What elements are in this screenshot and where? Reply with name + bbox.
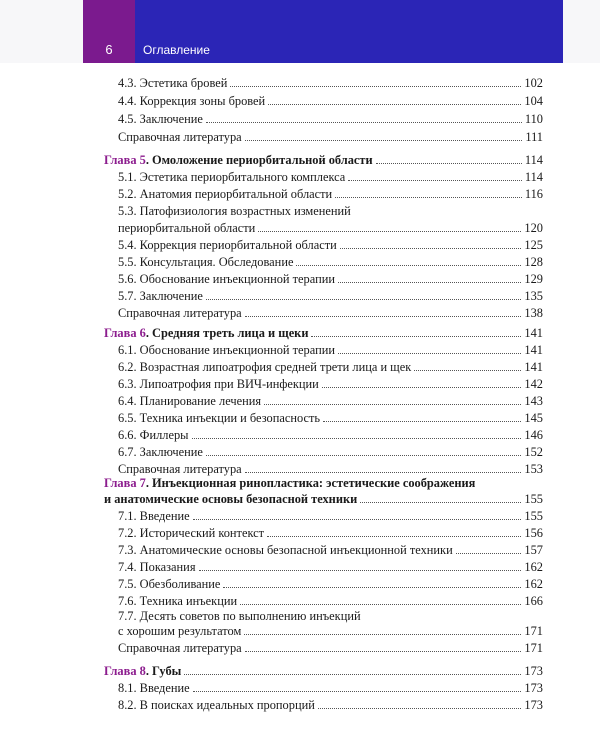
chapter-title: Омоложение периорбитальной области	[152, 153, 373, 167]
toc-entry-title: Справочная литература	[118, 130, 242, 144]
dot-leader	[267, 536, 521, 537]
running-title: Оглавление	[143, 43, 210, 57]
toc-chapter-entry[interactable]: Глава 8. Губы 173	[104, 664, 543, 678]
dot-leader	[193, 519, 522, 520]
toc-chapter-entry[interactable]	[104, 491, 543, 507]
toc-entry-title: 5.2. Анатомия периорбитальной области	[118, 187, 333, 201]
toc-entry[interactable]	[118, 288, 543, 304]
toc-entry[interactable]	[118, 254, 543, 270]
dot-leader	[193, 691, 522, 692]
toc-page-number: 141	[524, 343, 543, 357]
chapter-label: Глава 5	[104, 153, 146, 167]
toc-page-number: 102	[524, 76, 543, 90]
toc-entry[interactable]	[118, 576, 543, 592]
dot-leader	[230, 86, 521, 87]
toc-entry-title: 5.7. Заключение	[118, 289, 203, 303]
dot-leader	[184, 674, 521, 675]
toc-entry[interactable]	[118, 593, 543, 609]
dot-leader	[199, 570, 522, 571]
toc-page-number: 145	[524, 411, 543, 425]
toc-entry-title: 5.6. Обоснование инъекционной терапии	[118, 272, 335, 286]
toc-entry[interactable]	[118, 129, 543, 145]
toc-entry-title: 6.5. Техника инъекции и безопасность	[118, 411, 321, 425]
dot-leader	[244, 634, 521, 635]
toc-entry[interactable]	[118, 220, 543, 236]
toc-page-number: 135	[524, 289, 543, 303]
toc-entry[interactable]	[118, 305, 543, 321]
toc-entry[interactable]	[118, 93, 543, 109]
toc-page-number: 173	[524, 698, 543, 712]
toc-entry-title: 7.2. Исторический контекст	[118, 526, 265, 540]
toc-page-number: 114	[524, 153, 543, 167]
dot-leader	[340, 248, 522, 249]
toc-page-number: 142	[524, 377, 543, 391]
toc-page-number: 152	[524, 445, 543, 459]
toc-entry[interactable]	[118, 508, 543, 524]
toc-entry-title: 4.5. Заключение	[118, 112, 203, 126]
toc-entry-title: Справочная литература	[118, 462, 242, 476]
toc-entry-title-line1: 5.3. Патофизиология возрастных изменений	[118, 204, 351, 218]
toc-page-number: 116	[524, 187, 543, 201]
toc-entry-title: 6.4. Планирование лечения	[118, 394, 262, 408]
toc-entry[interactable]	[118, 427, 543, 443]
toc-chapter-title-line1: Глава 7. Инъекционная ринопластика: эстетические соображения	[104, 476, 476, 490]
toc-page-number: 141	[524, 326, 543, 340]
dot-leader	[240, 604, 521, 605]
dot-leader	[192, 438, 522, 439]
dot-leader	[264, 404, 521, 405]
toc-entry-title: 5.1. Эстетика периорбитального комплекса	[118, 170, 346, 184]
dot-leader	[206, 455, 522, 456]
toc-page-number: 171	[524, 641, 543, 655]
toc-entry-title: 7.4. Показания	[118, 560, 196, 574]
toc-entry[interactable]	[118, 410, 543, 426]
chapter-title: Средняя треть лица и щеки	[152, 326, 309, 340]
toc-entry[interactable]	[118, 376, 543, 392]
toc-page-number: 125	[524, 238, 543, 252]
toc-page-number: 110	[524, 112, 543, 126]
toc-entry-title: 7.1. Введение	[118, 509, 190, 523]
toc-page-number: 173	[524, 664, 543, 678]
toc-entry[interactable]	[118, 393, 543, 409]
toc-entry[interactable]	[118, 680, 543, 696]
toc-page-number: 104	[524, 94, 543, 108]
dot-leader	[360, 502, 521, 503]
dot-leader	[376, 163, 522, 164]
toc-entry-title: 6.3. Липоатрофия при ВИЧ-инфекции	[118, 377, 319, 391]
toc-page-number: 129	[524, 272, 543, 286]
toc-page-number: 128	[524, 255, 543, 269]
toc-entry-title: Справочная литература	[118, 641, 242, 655]
toc-page-number: 153	[524, 462, 543, 476]
dot-leader	[311, 336, 521, 337]
toc-chapter-entry[interactable]: Глава 6. Средняя треть лица и щеки 141	[104, 326, 543, 340]
toc-entry-title: 6.2. Возрастная липоатрофия средней трети лица и щек	[118, 360, 412, 374]
toc-entry-title: 5.5. Консультация. Обследование	[118, 255, 294, 269]
dot-leader	[206, 122, 522, 123]
toc-page-number: 143	[524, 394, 543, 408]
chapter-title: Губы	[152, 664, 182, 678]
dot-leader	[245, 472, 522, 473]
toc-entry-title: 8.2. В поисках идеальных пропорций	[118, 698, 315, 712]
toc-entry[interactable]	[118, 75, 543, 91]
toc-entry-title: 6.1. Обоснование инъекционной терапии	[118, 343, 335, 357]
toc-page-number: 111	[525, 130, 543, 144]
dot-leader	[258, 231, 521, 232]
toc-entry[interactable]	[118, 271, 543, 287]
dot-leader	[223, 587, 521, 588]
toc-entry[interactable]	[118, 111, 543, 127]
dot-leader	[296, 265, 521, 266]
dot-leader	[322, 387, 522, 388]
toc-entry-title: 6.7. Заключение	[118, 445, 203, 459]
toc-entry[interactable]	[118, 169, 543, 185]
toc-page-number: 120	[524, 221, 543, 235]
toc-page-number: 157	[524, 543, 543, 557]
dot-leader	[348, 180, 522, 181]
toc-entry-title: 7.5. Обезболивание	[118, 577, 221, 591]
chapter-label: Глава 8	[104, 664, 146, 678]
toc-entry-title: Справочная литература	[118, 306, 242, 320]
toc-entry-title: 7.6. Техника инъекции	[118, 594, 238, 608]
toc-entry[interactable]	[118, 542, 543, 558]
toc-entry-title: 8.1. Введение	[118, 681, 190, 695]
toc-page-number: 155	[524, 509, 543, 523]
toc-page-number: 162	[524, 560, 543, 574]
toc-entry-title-line2: с хорошим результатом	[118, 624, 242, 638]
dot-leader	[338, 282, 521, 283]
dot-leader	[245, 316, 522, 317]
dot-leader	[335, 197, 522, 198]
toc-chapter-entry[interactable]: Глава 5. Омоложение периорбитальной области 114	[104, 153, 543, 167]
chapter-title: Инъекционная ринопластика: эстетические соображения	[152, 476, 476, 490]
toc-entry[interactable]	[118, 237, 543, 253]
toc-entry[interactable]	[118, 186, 543, 202]
toc-page-number: 146	[524, 428, 543, 442]
toc-page-number: 171	[524, 624, 543, 638]
dot-leader	[323, 421, 521, 422]
toc-entry[interactable]	[118, 444, 543, 460]
dot-leader	[318, 708, 522, 709]
page-number: 6	[105, 42, 113, 57]
toc-page-number: 162	[524, 577, 543, 591]
toc-page-number: 166	[524, 594, 543, 608]
toc-entry-title: 4.4. Коррекция зоны бровей	[118, 94, 266, 108]
toc-page-number: 173	[524, 681, 543, 695]
toc-entry-title: 5.4. Коррекция периорбитальной области	[118, 238, 337, 252]
dot-leader	[268, 104, 521, 105]
toc-entry-title: 7.3. Анатомические основы безопасной инъекционной техники	[118, 543, 453, 557]
toc-page-number: 138	[524, 306, 543, 320]
dot-leader	[338, 353, 521, 354]
chapter-title-line2: и анатомические основы безопасной техники	[104, 492, 358, 506]
toc-entry[interactable]	[118, 359, 543, 375]
toc-entry[interactable]	[118, 559, 543, 575]
toc-entry[interactable]	[118, 525, 543, 541]
dot-leader	[414, 370, 521, 371]
dot-leader	[206, 299, 522, 300]
toc-entry-title: 4.3. Эстетика бровей	[118, 76, 228, 90]
toc-page-number: 155	[524, 492, 543, 506]
dot-leader	[245, 140, 523, 141]
toc-entry[interactable]	[118, 697, 543, 713]
toc-page-number: 114	[524, 170, 543, 184]
toc-page-number: 156	[524, 526, 543, 540]
chapter-label: Глава 7	[104, 476, 146, 490]
toc-entry-title-line2: периорбитальной области	[118, 221, 256, 235]
toc-entry-title-line1: 7.7. Десять советов по выполнению инъекций	[118, 609, 361, 623]
toc-entry[interactable]	[118, 640, 543, 656]
toc-page-number: 141	[524, 360, 543, 374]
dot-leader	[456, 553, 522, 554]
dot-leader	[245, 651, 522, 652]
toc-entry[interactable]	[118, 623, 543, 639]
chapter-label: Глава 6	[104, 326, 146, 340]
toc-entry-title: 6.6. Филлеры	[118, 428, 189, 442]
toc-entry[interactable]	[118, 342, 543, 358]
